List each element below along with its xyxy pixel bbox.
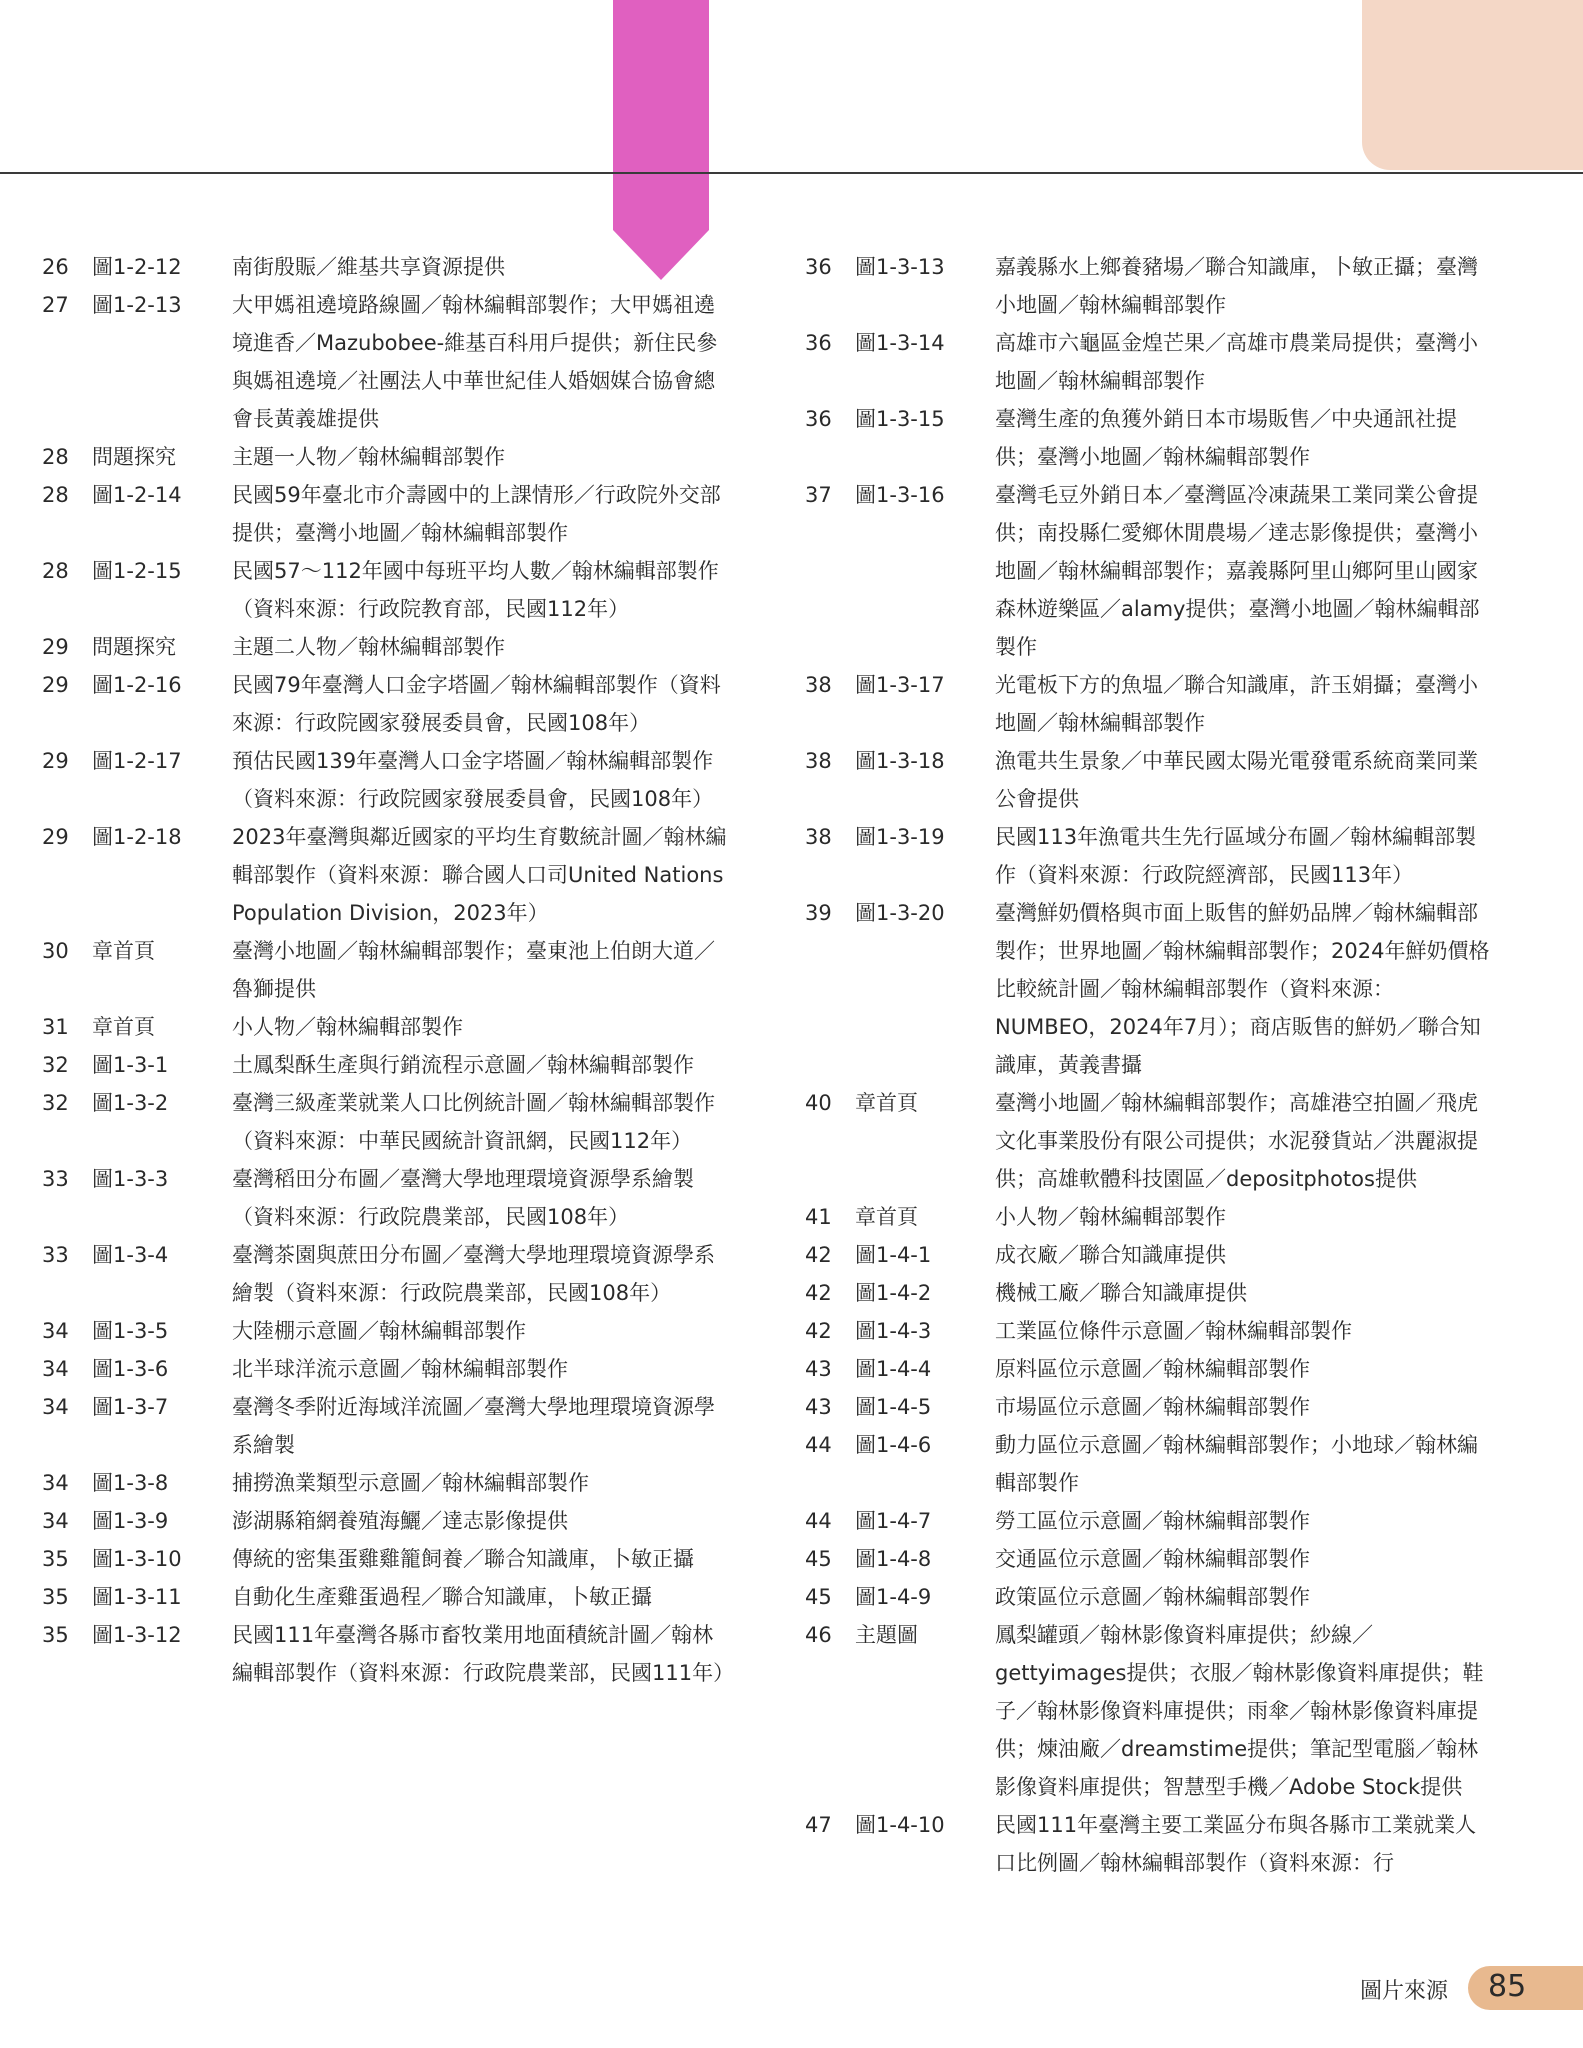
entry-ref: 圖1-3-13 [855,255,945,279]
credit-entry [805,1236,1525,1274]
entry-page: 27 [42,293,69,317]
entry-desc: 勞工區位示意圖／翰林編輯部製作 [995,1509,1310,1533]
credit-entry [42,818,762,932]
entry-page: 29 [42,825,69,849]
entry-desc: 自動化生產雞蛋過程／聯合知識庫，卜敏正攝 [232,1585,652,1609]
entry-desc: 民國113年漁電共生先行區域分布圖／翰林編輯部製作（資料來源：行政院經濟部，民國113年） [995,825,1477,887]
entry-ref: 章首頁 [92,939,155,963]
credit-entry [805,324,1525,400]
entry-desc: 預估民國139年臺灣人口金字塔圖／翰林編輯部製作（資料來源：行政院國家發展委員會，民國108年） [232,749,714,811]
credit-entry [42,1008,762,1046]
credit-entry [805,666,1525,742]
credit-entry [42,1312,762,1350]
entry-ref: 問題探究 [92,445,176,469]
credit-entry [805,1274,1525,1312]
entry-page: 29 [42,635,69,659]
credit-entry [805,894,1525,1084]
entry-page: 31 [42,1015,69,1039]
entry-desc: 臺灣生產的魚獲外銷日本市場販售／中央通訊社提供；臺灣小地圖／翰林編輯部製作 [995,407,1457,469]
credit-entry [42,1160,762,1236]
entry-page: 28 [42,445,69,469]
entry-ref: 圖1-3-3 [92,1167,169,1191]
entry-page: 32 [42,1053,69,1077]
credit-entry [805,1084,1525,1198]
entry-page: 38 [805,825,832,849]
entry-desc: 臺灣冬季附近海域洋流圖／臺灣大學地理環境資源學系繪製 [232,1395,715,1457]
entry-ref: 圖1-4-7 [855,1509,932,1533]
entry-page: 41 [805,1205,832,1229]
entry-desc: 臺灣稻田分布圖／臺灣大學地理環境資源學系繪製（資料來源：行政院農業部，民國108年） [232,1167,694,1229]
entry-desc: 捕撈漁業類型示意圖／翰林編輯部製作 [232,1471,589,1495]
credit-entry [42,1502,762,1540]
entry-ref: 圖1-3-20 [855,901,945,925]
entry-desc: 大甲媽祖遶境路線圖／翰林編輯部製作；大甲媽祖遶境進香／Mazubobee-維基百科用戶提供；新住民參與媽祖遶境／社團法人中華世紀佳人婚姻媒合協會總會長黃義雄提供 [232,293,718,431]
entry-ref: 圖1-3-6 [92,1357,169,1381]
entry-ref: 章首頁 [855,1091,918,1115]
entry-ref: 圖1-3-18 [855,749,945,773]
entry-page: 40 [805,1091,832,1115]
entry-desc: 主題二人物／翰林編輯部製作 [232,635,505,659]
credit-entry [805,1540,1525,1578]
entry-page: 39 [805,901,832,925]
credit-entry [42,1236,762,1312]
entry-page: 43 [805,1357,832,1381]
entry-desc: 機械工廠／聯合知識庫提供 [995,1281,1247,1305]
entry-ref: 問題探究 [92,635,176,659]
credit-entry [805,476,1525,666]
entry-desc: 高雄市六龜區金煌芒果／高雄市農業局提供；臺灣小地圖／翰林編輯部製作 [995,331,1478,393]
credit-entry [805,1616,1525,1806]
entry-ref: 圖1-3-7 [92,1395,169,1419]
entry-ref: 圖1-4-8 [855,1547,932,1571]
entry-ref: 圖1-2-17 [92,749,182,773]
credit-entry [805,1350,1525,1388]
credit-entry [42,248,762,286]
credit-entry [805,1198,1525,1236]
entry-desc: 動力區位示意圖／翰林編輯部製作；小地球／翰林編輯部製作 [995,1433,1478,1495]
entry-desc: 臺灣茶園與蔗田分布圖／臺灣大學地理環境資源學系繪製（資料來源：行政院農業部，民國108年） [232,1243,715,1305]
entry-ref: 圖1-3-9 [92,1509,169,1533]
credit-entry [42,552,762,628]
entry-page: 37 [805,483,832,507]
entry-ref: 章首頁 [855,1205,918,1229]
credit-entry [805,1426,1525,1502]
entry-ref: 圖1-2-14 [92,483,182,507]
entry-ref: 圖1-3-8 [92,1471,169,1495]
entry-page: 36 [805,407,832,431]
credit-entry [805,248,1525,324]
credit-entry [42,1616,762,1692]
entry-desc: 原料區位示意圖／翰林編輯部製作 [995,1357,1310,1381]
entry-desc: 工業區位條件示意圖／翰林編輯部製作 [995,1319,1352,1343]
entry-page: 43 [805,1395,832,1419]
entry-ref: 圖1-4-2 [855,1281,932,1305]
credit-entry [42,1464,762,1502]
credit-entry [42,1046,762,1084]
entry-ref: 圖1-3-2 [92,1091,169,1115]
entry-ref: 圖1-2-18 [92,825,182,849]
entry-page: 33 [42,1243,69,1267]
credit-entry [42,476,762,552]
entry-ref: 圖1-2-12 [92,255,182,279]
entry-desc: 嘉義縣水上鄉養豬場／聯合知識庫，卜敏正攝；臺灣小地圖／翰林編輯部製作 [995,255,1478,317]
entry-page: 28 [42,483,69,507]
entry-page: 29 [42,749,69,773]
right-column [805,248,1525,1882]
entry-desc: 北半球洋流示意圖／翰林編輯部製作 [232,1357,568,1381]
entry-desc: 民國57～112年國中每班平均人數／翰林編輯部製作（資料來源：行政院教育部，民國112年） [232,559,719,621]
credit-entry [42,666,762,742]
entry-ref: 圖1-4-3 [855,1319,932,1343]
entry-desc: 澎湖縣箱網養殖海鱺／達志影像提供 [232,1509,568,1533]
entry-desc: 小人物／翰林編輯部製作 [995,1205,1226,1229]
entry-page: 42 [805,1281,832,1305]
entry-page: 42 [805,1243,832,1267]
entry-ref: 圖1-4-10 [855,1813,945,1837]
credit-entry [42,286,762,438]
entry-ref: 圖1-3-15 [855,407,945,431]
entry-desc: 南街殷賑／維基共享資源提供 [232,255,505,279]
entry-desc: 2023年臺灣與鄰近國家的平均生育數統計圖／翰林編輯部製作（資料來源：聯合國人口司United Nations Population Division，2023年） [232,825,727,925]
entry-page: 30 [42,939,69,963]
credit-entry [42,1350,762,1388]
credit-entry [805,1502,1525,1540]
entry-page: 35 [42,1623,69,1647]
credit-entry [42,628,762,666]
credit-entry [805,1806,1525,1882]
entry-page: 45 [805,1585,832,1609]
entry-desc: 小人物／翰林編輯部製作 [232,1015,463,1039]
bookmark-ribbon [613,0,709,280]
entry-desc: 臺灣毛豆外銷日本／臺灣區冷凍蔬果工業同業公會提供；南投縣仁愛鄉休閒農場／達志影像提供；臺灣小地圖／翰林編輯部製作；嘉義縣阿里山鄉阿里山國家森林遊樂區／alamy提供；臺灣小地圖／翰林編輯部製作 [995,483,1480,659]
entry-page: 34 [42,1471,69,1495]
entry-page: 34 [42,1395,69,1419]
entry-page: 42 [805,1319,832,1343]
entry-ref: 主題圖 [855,1623,918,1647]
entry-page: 28 [42,559,69,583]
left-column [42,248,762,1692]
entry-desc: 主題一人物／翰林編輯部製作 [232,445,505,469]
entry-ref: 圖1-4-5 [855,1395,932,1419]
entry-ref: 圖1-3-12 [92,1623,182,1647]
page-number: 85 [1488,1969,1527,2004]
entry-page: 46 [805,1623,832,1647]
entry-page: 38 [805,749,832,773]
entry-ref: 圖1-3-1 [92,1053,169,1077]
entry-ref: 圖1-3-11 [92,1585,182,1609]
entry-desc: 政策區位示意圖／翰林編輯部製作 [995,1585,1310,1609]
entry-desc: 交通區位示意圖／翰林編輯部製作 [995,1547,1310,1571]
entry-ref: 圖1-4-1 [855,1243,932,1267]
entry-ref: 圖1-3-5 [92,1319,169,1343]
entry-page: 44 [805,1509,832,1533]
entry-desc: 臺灣三級產業就業人口比例統計圖／翰林編輯部製作（資料來源：中華民國統計資訊網，民國112年） [232,1091,715,1153]
entry-desc: 大陸棚示意圖／翰林編輯部製作 [232,1319,526,1343]
credit-entry [805,1312,1525,1350]
credit-entry [42,932,762,1008]
entry-page: 36 [805,331,832,355]
entry-ref: 圖1-4-9 [855,1585,932,1609]
entry-ref: 圖1-2-15 [92,559,182,583]
credit-entry [42,438,762,476]
entry-page: 34 [42,1319,69,1343]
entry-ref: 圖1-3-19 [855,825,945,849]
credit-entry [42,1540,762,1578]
entry-page: 38 [805,673,832,697]
credit-entry [42,1388,762,1464]
credit-entry [805,818,1525,894]
entry-desc: 土鳳梨酥生產與行銷流程示意圖／翰林編輯部製作 [232,1053,694,1077]
credit-entry [805,400,1525,476]
entry-ref: 圖1-3-10 [92,1547,182,1571]
entry-page: 34 [42,1357,69,1381]
entry-ref: 圖1-3-14 [855,331,945,355]
header-rule [0,172,1583,174]
entry-desc: 民國59年臺北市介壽國中的上課情形／行政院外交部提供；臺灣小地圖／翰林編輯部製作 [232,483,721,545]
entry-page: 36 [805,255,832,279]
entry-page: 34 [42,1509,69,1533]
entry-page: 32 [42,1091,69,1115]
entry-page: 35 [42,1547,69,1571]
entry-desc: 漁電共生景象／中華民國太陽光電發電系統商業同業公會提供 [995,749,1478,811]
entry-desc: 民國111年臺灣各縣市畜牧業用地面積統計圖／翰林編輯部製作（資料來源：行政院農業部，民國111年） [232,1623,735,1685]
entry-page: 26 [42,255,69,279]
entry-desc: 市場區位示意圖／翰林編輯部製作 [995,1395,1310,1419]
credit-entry [42,742,762,818]
entry-desc: 臺灣小地圖／翰林編輯部製作；臺東池上伯朗大道／魯獅提供 [232,939,715,1001]
corner-tab [1362,0,1583,170]
entry-ref: 圖1-4-6 [855,1433,932,1457]
entry-page: 44 [805,1433,832,1457]
entry-ref: 圖1-3-4 [92,1243,169,1267]
credit-entry [805,742,1525,818]
entry-page: 33 [42,1167,69,1191]
entry-page: 45 [805,1547,832,1571]
entry-ref: 圖1-3-16 [855,483,945,507]
entry-ref: 圖1-3-17 [855,673,945,697]
credit-entry [805,1388,1525,1426]
entry-desc: 光電板下方的魚塭／聯合知識庫，許玉娟攝；臺灣小地圖／翰林編輯部製作 [995,673,1478,735]
entry-desc: 民國111年臺灣主要工業區分布與各縣市工業就業人口比例圖／翰林編輯部製作（資料來源：行 [995,1813,1477,1875]
entry-desc: 民國79年臺灣人口金字塔圖／翰林編輯部製作（資料來源：行政院國家發展委員會，民國108年） [232,673,721,735]
entry-ref: 圖1-4-4 [855,1357,932,1381]
entry-ref: 圖1-2-13 [92,293,182,317]
entry-ref: 章首頁 [92,1015,155,1039]
credit-entry [42,1084,762,1160]
entry-page: 29 [42,673,69,697]
footer-label: 圖片來源 [1360,1979,1449,2004]
entry-ref: 圖1-2-16 [92,673,182,697]
entry-page: 35 [42,1585,69,1609]
entry-desc: 傳統的密集蛋雞雞籠飼養／聯合知識庫，卜敏正攝 [232,1547,694,1571]
credit-entry [805,1578,1525,1616]
entry-desc: 臺灣鮮奶價格與市面上販售的鮮奶品牌／翰林編輯部製作；世界地圖／翰林編輯部製作；2024年鮮奶價格比較統計圖／翰林編輯部製作（資料來源：NUMBEO，2024年7月）；商店販售的鮮奶／聯合知識庫，黃義書攝 [995,901,1490,1077]
entry-desc: 臺灣小地圖／翰林編輯部製作；高雄港空拍圖／飛虎文化事業股份有限公司提供；水泥發貨站／洪麗淑提供；高雄軟體科技園區／depositphotos提供 [995,1091,1478,1191]
entry-page: 47 [805,1813,832,1837]
credit-entry [42,1578,762,1616]
entry-desc: 鳳梨罐頭／翰林影像資料庫提供；紗線／gettyimages提供；衣服／翰林影像資料庫提供；鞋子／翰林影像資料庫提供；雨傘／翰林影像資料庫提供；煉油廠／dreamstime提供；筆記型電腦／翰林影像資料庫提供；智慧型手機／Adobe Stock提供 [995,1623,1484,1799]
entry-desc: 成衣廠／聯合知識庫提供 [995,1243,1226,1267]
